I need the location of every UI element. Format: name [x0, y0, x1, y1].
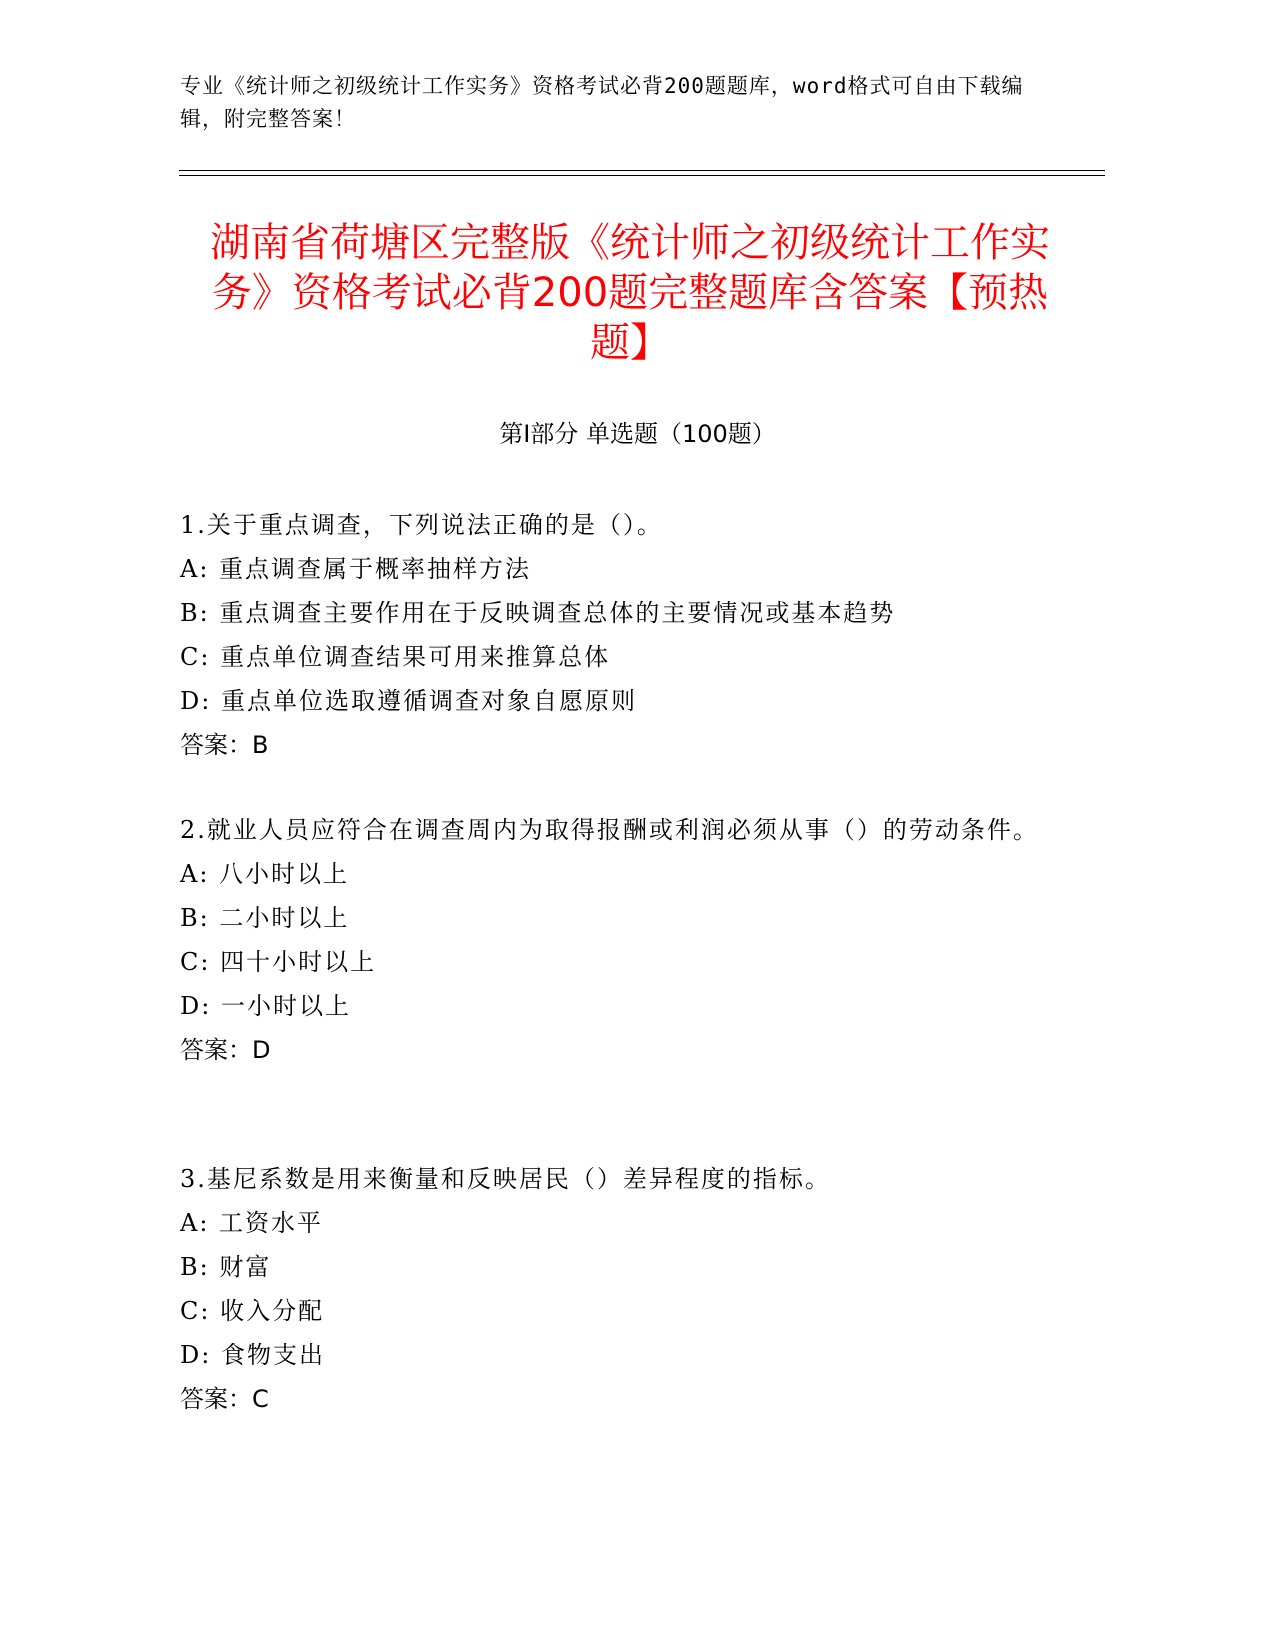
option-c: C: 收入分配 — [180, 1297, 325, 1325]
option-a: A: 八小时以上 — [180, 860, 350, 888]
document-title: 湖南省荷塘区完整版《统计师之初级统计工作实务》资格考试必背200题完整题库含答案【预热题】 — [210, 220, 1050, 366]
option-b: B: 重点调查主要作用在于反映调查总体的主要情况或基本趋势 — [180, 599, 896, 627]
header-note: 专业《统计师之初级统计工作实务》资格考试必背200题题库，word格式可自由下载编辑，附完整答案！ — [180, 74, 1024, 131]
option-a: A: 重点调查属于概率抽样方法 — [180, 555, 532, 583]
option-c: C: 重点单位调查结果可用来推算总体 — [180, 643, 611, 671]
answer-line: 答案：D — [180, 1036, 271, 1064]
option-c: C: 四十小时以上 — [180, 948, 377, 976]
header-divider-bottom — [179, 175, 1105, 176]
option-d: D: 食物支出 — [180, 1341, 325, 1369]
option-d: D: 重点单位选取遵循调查对象自愿原则 — [180, 687, 637, 715]
question-stem: 1.关于重点调查，下列说法正确的是（）。 — [180, 511, 663, 539]
question-block — [180, 1157, 1060, 1421]
option-b: B: 二小时以上 — [180, 904, 350, 932]
section-heading: 第I部分 单选题（100题） — [499, 420, 776, 448]
question-block — [180, 503, 1060, 767]
answer-line: 答案：C — [180, 1385, 269, 1413]
option-a: A: 工资水平 — [180, 1209, 324, 1237]
question-stem: 2.就业人员应符合在调查周内为取得报酬或利润必须从事（）的劳动条件。 — [180, 816, 1039, 844]
option-b: B: 财富 — [180, 1253, 272, 1281]
option-d: D: 一小时以上 — [180, 992, 351, 1020]
header-divider-top — [179, 170, 1105, 171]
question-block — [180, 808, 1060, 1072]
answer-line: 答案：B — [180, 731, 269, 759]
question-stem: 3.基尼系数是用来衡量和反映居民（）差异程度的指标。 — [180, 1165, 831, 1193]
